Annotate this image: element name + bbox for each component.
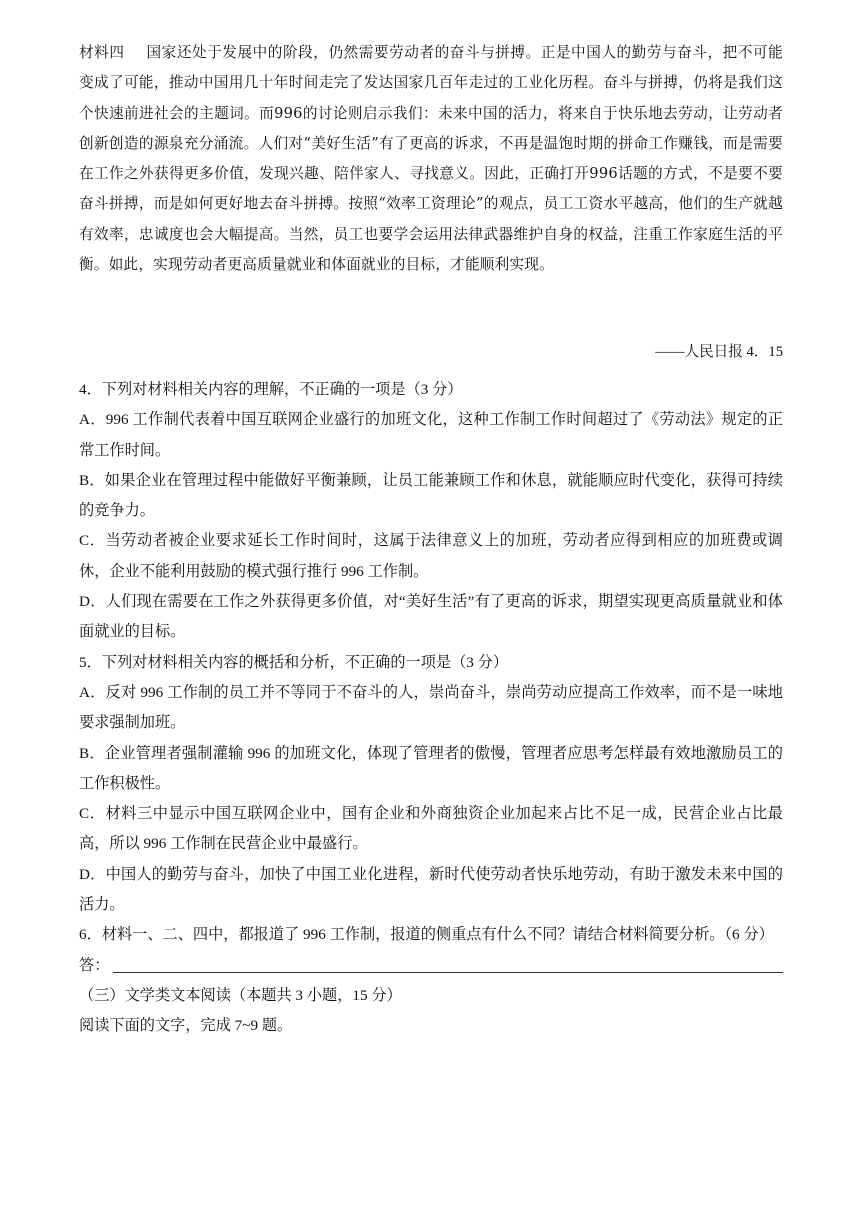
- material-text: 国家还处于发展中的阶段，仍然需要劳动者的奋斗与拼搏。正是中国人的勤劳与奋斗，把不可能变成了可能，推动中国用几十年时间走完了发达国家几百年走过的工业化历程。奋斗与拼搏，仍将是我们这个快速前进社会的主题词。而996的讨论则启示我们：未来中国的活力，将来自于快乐地去劳动，让劳动者创新创造的源泉充分涌流。人们对“美好生活”有了更高的诉求，不再是温饱时期的拼命工作赚钱，而是需要在工作之外获得更多价值，发现兴趣、陪伴家人、寻找意义。因此，正确打开996话题的方式，不是要不要奋斗拼搏，而是如何更好地去奋斗拼搏。按照“效率工资理论”的观点，员工工资水平越高，他们的生产就越有效率，忠诚度也会大幅提高。当然，员工也要学会运用法律武器维护自身的权益，注重工作家庭生活的平衡。如此，实现劳动者更高质量就业和体面就业的目标，才能顺利实现。: [79, 44, 783, 274]
- question-4-stem: 4．下列对材料相关内容的理解，不正确的一项是（3 分）: [79, 381, 463, 398]
- section-instruction: 阅读下面的文字，完成 7~9 题。: [79, 1017, 293, 1035]
- answer-line: [79, 951, 783, 981]
- questions: [79, 375, 783, 1042]
- question-5-option-a: A．反对 996 工作制的员工并不等同于不奋斗的人，崇尚奋斗，崇尚劳动应提高工作效率，而不是一味地要求强制加班。: [79, 683, 783, 732]
- answer-blank[interactable]: [113, 952, 783, 973]
- material-label: 材料四: [79, 44, 125, 61]
- question-5-option-c: C．材料三中显示中国互联网企业中，国有企业和外商独资企业加起来占比不足一成，民营企业占比最高，所以 996 工作制在民营企业中最盛行。: [79, 805, 783, 853]
- question-4-option-b: B．如果企业在管理过程中能做好平衡兼顾，让员工能兼顾工作和休息，就能顺应时代变化，获得可持续的竞争力。: [79, 471, 783, 520]
- question-5-option-b: B．企业管理者强制灌输 996 的加班文化，体现了管理者的傲慢，管理者应思考怎样最有效地激励员工的工作积极性。: [79, 744, 783, 792]
- question-4-option-a: A．996 工作制代表着中国互联网企业盛行的加班文化，这种工作制工作时间超过了《劳动法》规定的正常工作时间。: [79, 411, 783, 459]
- question-4-option-d: D．人们现在需要在工作之外获得更多价值，对“美好生活”有了更高的诉求，期望实现更高质量就业和体面就业的目标。: [79, 593, 783, 641]
- material-four: [79, 38, 783, 280]
- question-6-stem: 6．材料一、二、四中，都报道了 996 工作制，报道的侧重点有什么不同？请结合材料简要分析。（6 分）: [79, 926, 774, 944]
- question-4-option-c: C．当劳动者被企业要求延长工作时间时，这属于法律意义上的加班，劳动者应得到相应的加班费或调休，企业不能利用鼓励的模式强行推行 996 工作制。: [79, 532, 783, 580]
- material-source: ——人民日报 4．15: [655, 344, 783, 360]
- section-heading: （三）文学类文本阅读（本题共 3 小题，15 分）: [79, 986, 402, 1004]
- question-5-stem: 5．下列对材料相关内容的概括和分析，不正确的一项是（3 分）: [79, 653, 509, 671]
- question-5-option-d: D．中国人的勤劳与奋斗，加快了中国工业化进程，新时代使劳动者快乐地劳动，有助于激发未来中国的活力。: [79, 865, 783, 914]
- answer-label: 答：: [79, 956, 110, 974]
